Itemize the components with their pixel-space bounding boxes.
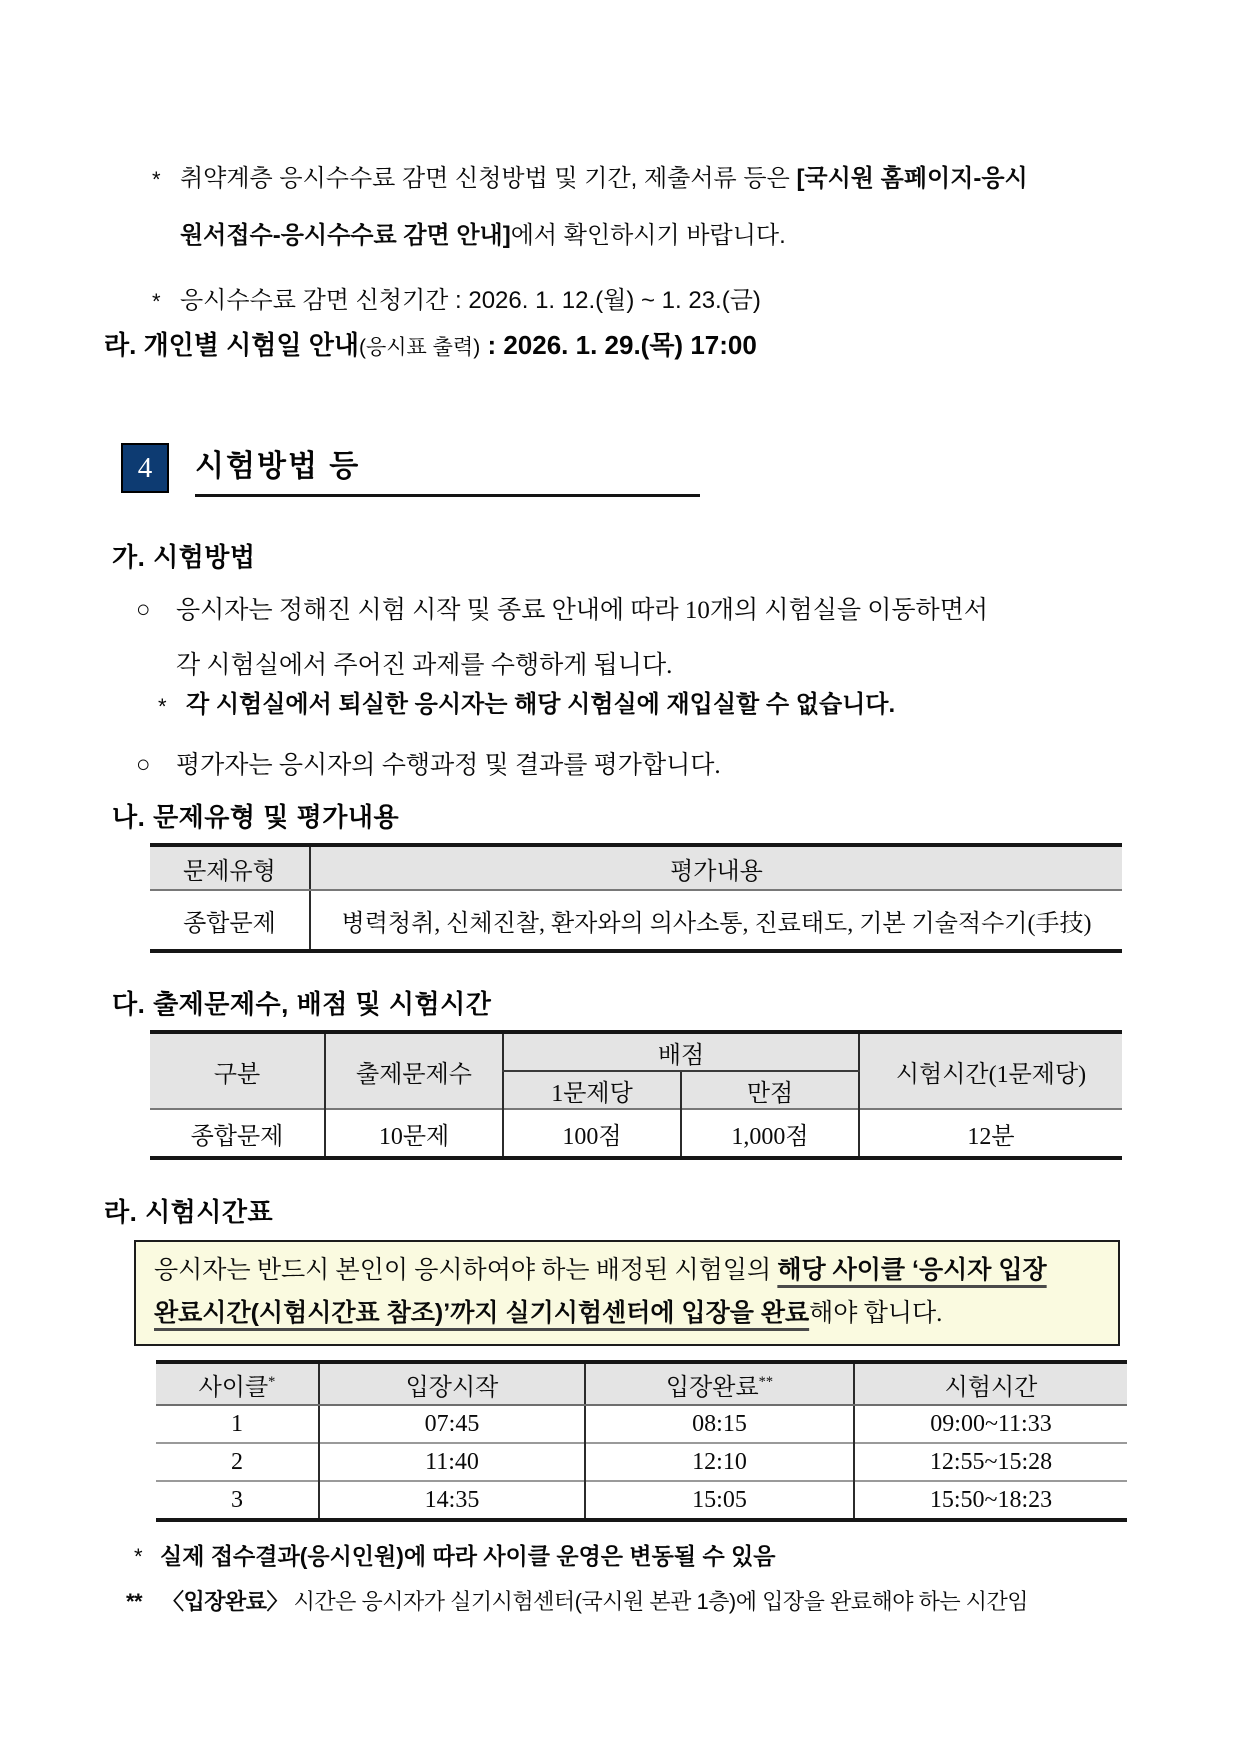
col-header-eval-content: 평가내용 [310,845,1122,890]
cell-entry-complete: 12:10 [585,1443,854,1481]
cycle-variation-footnote [134,1540,1134,1572]
table-row-cycle-3 [156,1481,1127,1520]
footnote-ref-single: * [268,1373,276,1390]
asterisk-marker: * [152,167,161,192]
entry-deadline-emphasis-2: 완료시간(시험시간표 참조)’까지 실기시험센터에 입장을 완료 [154,1299,810,1327]
cell-question-count: 10문제 [325,1109,503,1158]
fee-reduction-info-note [150,150,1154,264]
entry-deadline-notice-box: 응시자는 반드시 본인이 응시하여야 하는 배정된 시험일의 해당 사이클 ‘응시자 입장 완료시간(시험시간표 참조)’까지 실기시험센터에 입장을 완료해야 합니다. [134,1240,1120,1346]
cell-question-type: 종합문제 [183,910,276,937]
exam-method-bullet-2-text: 평가자는 응시자의 수행과정 및 결과를 평가합니다. [176,752,721,779]
scoring-table [150,1030,1122,1160]
circle-bullet: ○ [136,597,151,623]
subsection-ga-heading: 가. 시험방법 [112,542,256,572]
cell-entry-complete: 15:05 [585,1481,854,1520]
entry-deadline-emphasis: 해당 사이클 ‘응시자 입장 [777,1256,1047,1284]
no-reentry-note [158,688,1148,722]
section-title: 시험방법 등 [195,441,700,497]
fee-reduction-period-text: 응시수수료 감면 신청기간 : 2026. 1. 12.(월) ~ 1. 23.(금) [180,287,761,314]
cell-per-question-points: 100점 [503,1109,681,1158]
cell-cycle: 2 [156,1443,319,1481]
cell-exam-time: 09:00~11:33 [854,1405,1127,1443]
fee-reduction-info-text: 취약계층 응시수수료 감면 신청방법 및 기간, 제출서류 등은 [국시원 홈페이지-응시 원서접수-응시수수료 감면 안내]에서 확인하시기 바랍니다. [180,165,1028,249]
cell-exam-time: 15:50~18:23 [854,1481,1127,1520]
asterisk-marker: * [134,1544,143,1569]
cycle-variation-footnote-text: 실제 접수결과(응시인원)에 따라 사이클 운영은 변동될 수 있음 [160,1543,776,1569]
table-row-cycle-2 [156,1443,1127,1481]
cell-entry-complete: 08:15 [585,1405,854,1443]
col-header-max-score: 만점 [681,1071,859,1109]
cell-max-points: 1,000점 [681,1109,859,1158]
table-header-row [156,1362,1127,1405]
subsection-ra2-heading: 라. 시험시간표 [104,1197,274,1227]
double-asterisk-marker: ** [126,1589,143,1614]
table-row-cycle-1 [156,1405,1127,1443]
cell-exam-time: 12분 [859,1109,1122,1158]
exam-date-label: 라. 개인별 시험일 안내 [104,330,359,360]
cell-exam-time: 12:55~15:28 [854,1443,1127,1481]
col-header-exam-time: 시험시간(1문제당) [859,1032,1122,1109]
homepage-path-bold-2: 원서접수-응시수수료 감면 안내] [180,222,511,249]
cell-cycle: 1 [231,1410,243,1437]
entry-complete-footnote [126,1586,1146,1618]
cell-eval-content: 병력청취, 신체진찰, 환자와의 의사소통, 진료태도, 기본 기술적수기(手技) [310,890,1122,951]
question-type-table [150,843,1122,953]
asterisk-marker: * [152,289,161,314]
cell-entry-start: 07:45 [319,1405,585,1443]
table-row [150,1109,1122,1158]
fee-reduction-period-note [150,272,1154,329]
col-header-entry-start: 입장시작 [319,1362,585,1405]
cycle-schedule-table [156,1360,1127,1522]
col-header-per-question: 1문제당 [503,1071,681,1109]
circle-bullet: ○ [136,752,151,778]
col-header-points: 배점 [503,1032,859,1071]
section-number-box: 4 [121,443,169,493]
cell-entry-start: 11:40 [319,1443,585,1481]
col-header-cycle: 사이클* [156,1362,319,1405]
exam-date-paren: (응시표 출력) [358,336,481,359]
homepage-path-bold: [국시원 홈페이지-응시 [796,165,1028,192]
exam-method-bullet-1 [136,583,1148,693]
col-header-question-type: 문제유형 [150,845,310,890]
exam-method-bullet-2 [136,738,1148,793]
table-header-row [150,1032,1122,1071]
entry-complete-footnote-text: 〈입장완료〉 시간은 응시자가 실기시험센터(국시원 본관 1층)에 입장을 완료해야 하는 시간임 [162,1589,1028,1614]
cell-cycle: 3 [156,1481,319,1520]
subsection-na-heading: 나. 문제유형 및 평가내용 [112,802,400,832]
subsection-da-heading: 다. 출제문제수, 배점 및 시험시간 [112,989,492,1019]
exam-date-announcement [104,328,757,365]
asterisk-marker: * [158,694,167,719]
cell-entry-start: 14:35 [319,1481,585,1520]
table-header-row [150,845,1122,890]
col-header-category: 구분 [150,1032,325,1109]
col-header-question-count: 출제문제수 [325,1032,503,1109]
entry-complete-term-bold: 〈입장완료〉 [162,1589,289,1614]
table-row [150,890,1122,951]
exam-date-value: : 2026. 1. 29.(목) 17:00 [480,330,757,360]
col-header-entry-complete: 입장완료** [585,1362,854,1405]
no-reentry-note-text: 각 시험실에서 퇴실한 응시자는 해당 시험실에 재입실할 수 없습니다. [186,691,896,718]
col-header-exam-time: 시험시간 [854,1362,1127,1405]
exam-method-bullet-1-text: 응시자는 정해진 시험 시작 및 종료 안내에 따라 10개의 시험실을 이동하면서 각 시험실에서 주어진 과제를 수행하게 됩니다. [176,597,989,679]
cell-category: 종합문제 [150,1109,325,1158]
footnote-ref-double: ** [758,1373,774,1390]
